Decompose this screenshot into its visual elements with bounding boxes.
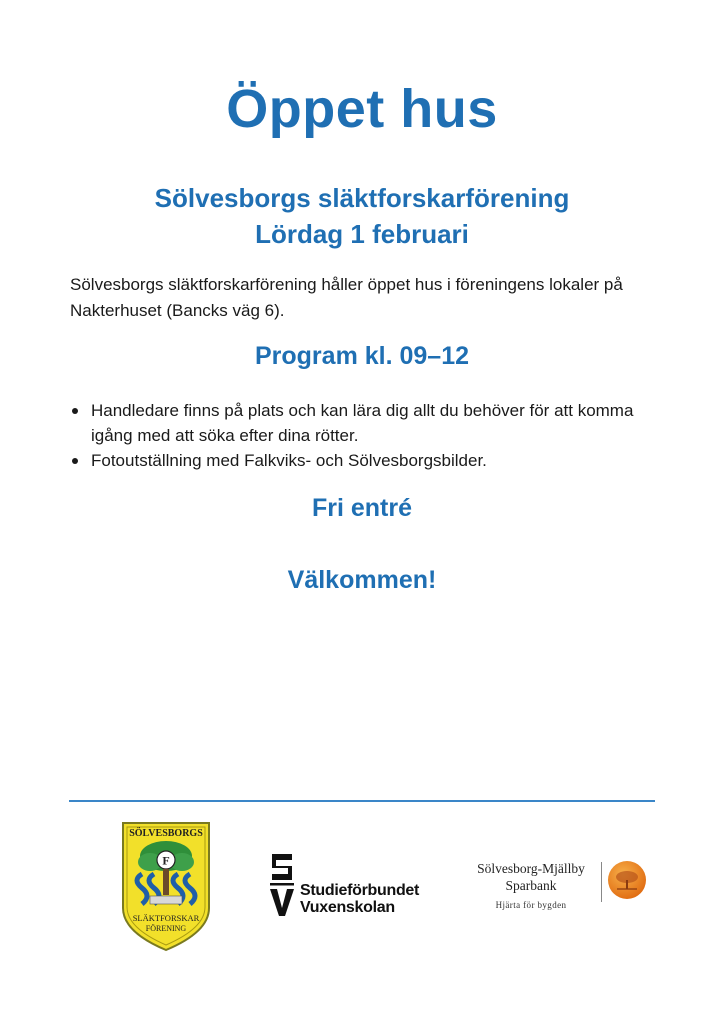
divider [69,800,655,802]
list-item-text: Fotoutställning med Falkviks- och Sölvesborgsbilder. [91,451,487,470]
program-list [70,398,660,473]
bank-name-line-2: Sparbank [505,878,557,893]
bullet-icon [72,458,78,464]
list-item [70,398,660,448]
sv-logo [266,852,466,922]
page-title: Öppet hus [226,79,498,139]
bank-tagline: Hjärta för bygden [495,900,567,910]
sv-line-2: Vuxenskolan [300,899,395,916]
ssf-bottom-text-1: SLÄKTFORSKAR [132,913,200,923]
free-entry-text: Fri entré [311,494,413,522]
ssf-bottom-text-2: FÖRENING [145,924,187,933]
ssf-shield-logo [120,820,212,952]
ssf-letter: F [162,853,170,868]
bank-separator [601,862,602,902]
sv-text [300,882,419,916]
list-item-text: Handledare finns på plats och kan lära dig allt du behöver för att komma igång med att söka efter dina rötter. [91,401,634,445]
intro-paragraph: Sölvesborgs släktforskarförening håller öppet hus i föreningens lokaler på Nakterhuset (Bancks väg 6). [70,275,623,320]
ssf-top-text: SÖLVESBORGS [129,828,203,839]
organization-name: Sölvesborgs släktforskarförening [154,183,570,213]
bank-name [466,860,596,894]
sv-mark-icon [266,852,298,918]
welcome-text: Välkommen! [287,566,437,594]
sv-line-1: Studieförbundet [300,882,420,899]
bank-name-line-1: Sölvesborg-Mjällby [477,861,585,876]
subtitle [0,180,724,252]
program-heading: Program kl. 09–12 [254,342,469,370]
bullet-icon [72,408,78,414]
event-date: Lördag 1 februari [255,219,469,249]
list-item [70,448,660,473]
tree-icon [607,860,647,900]
bank-logo [466,858,656,918]
